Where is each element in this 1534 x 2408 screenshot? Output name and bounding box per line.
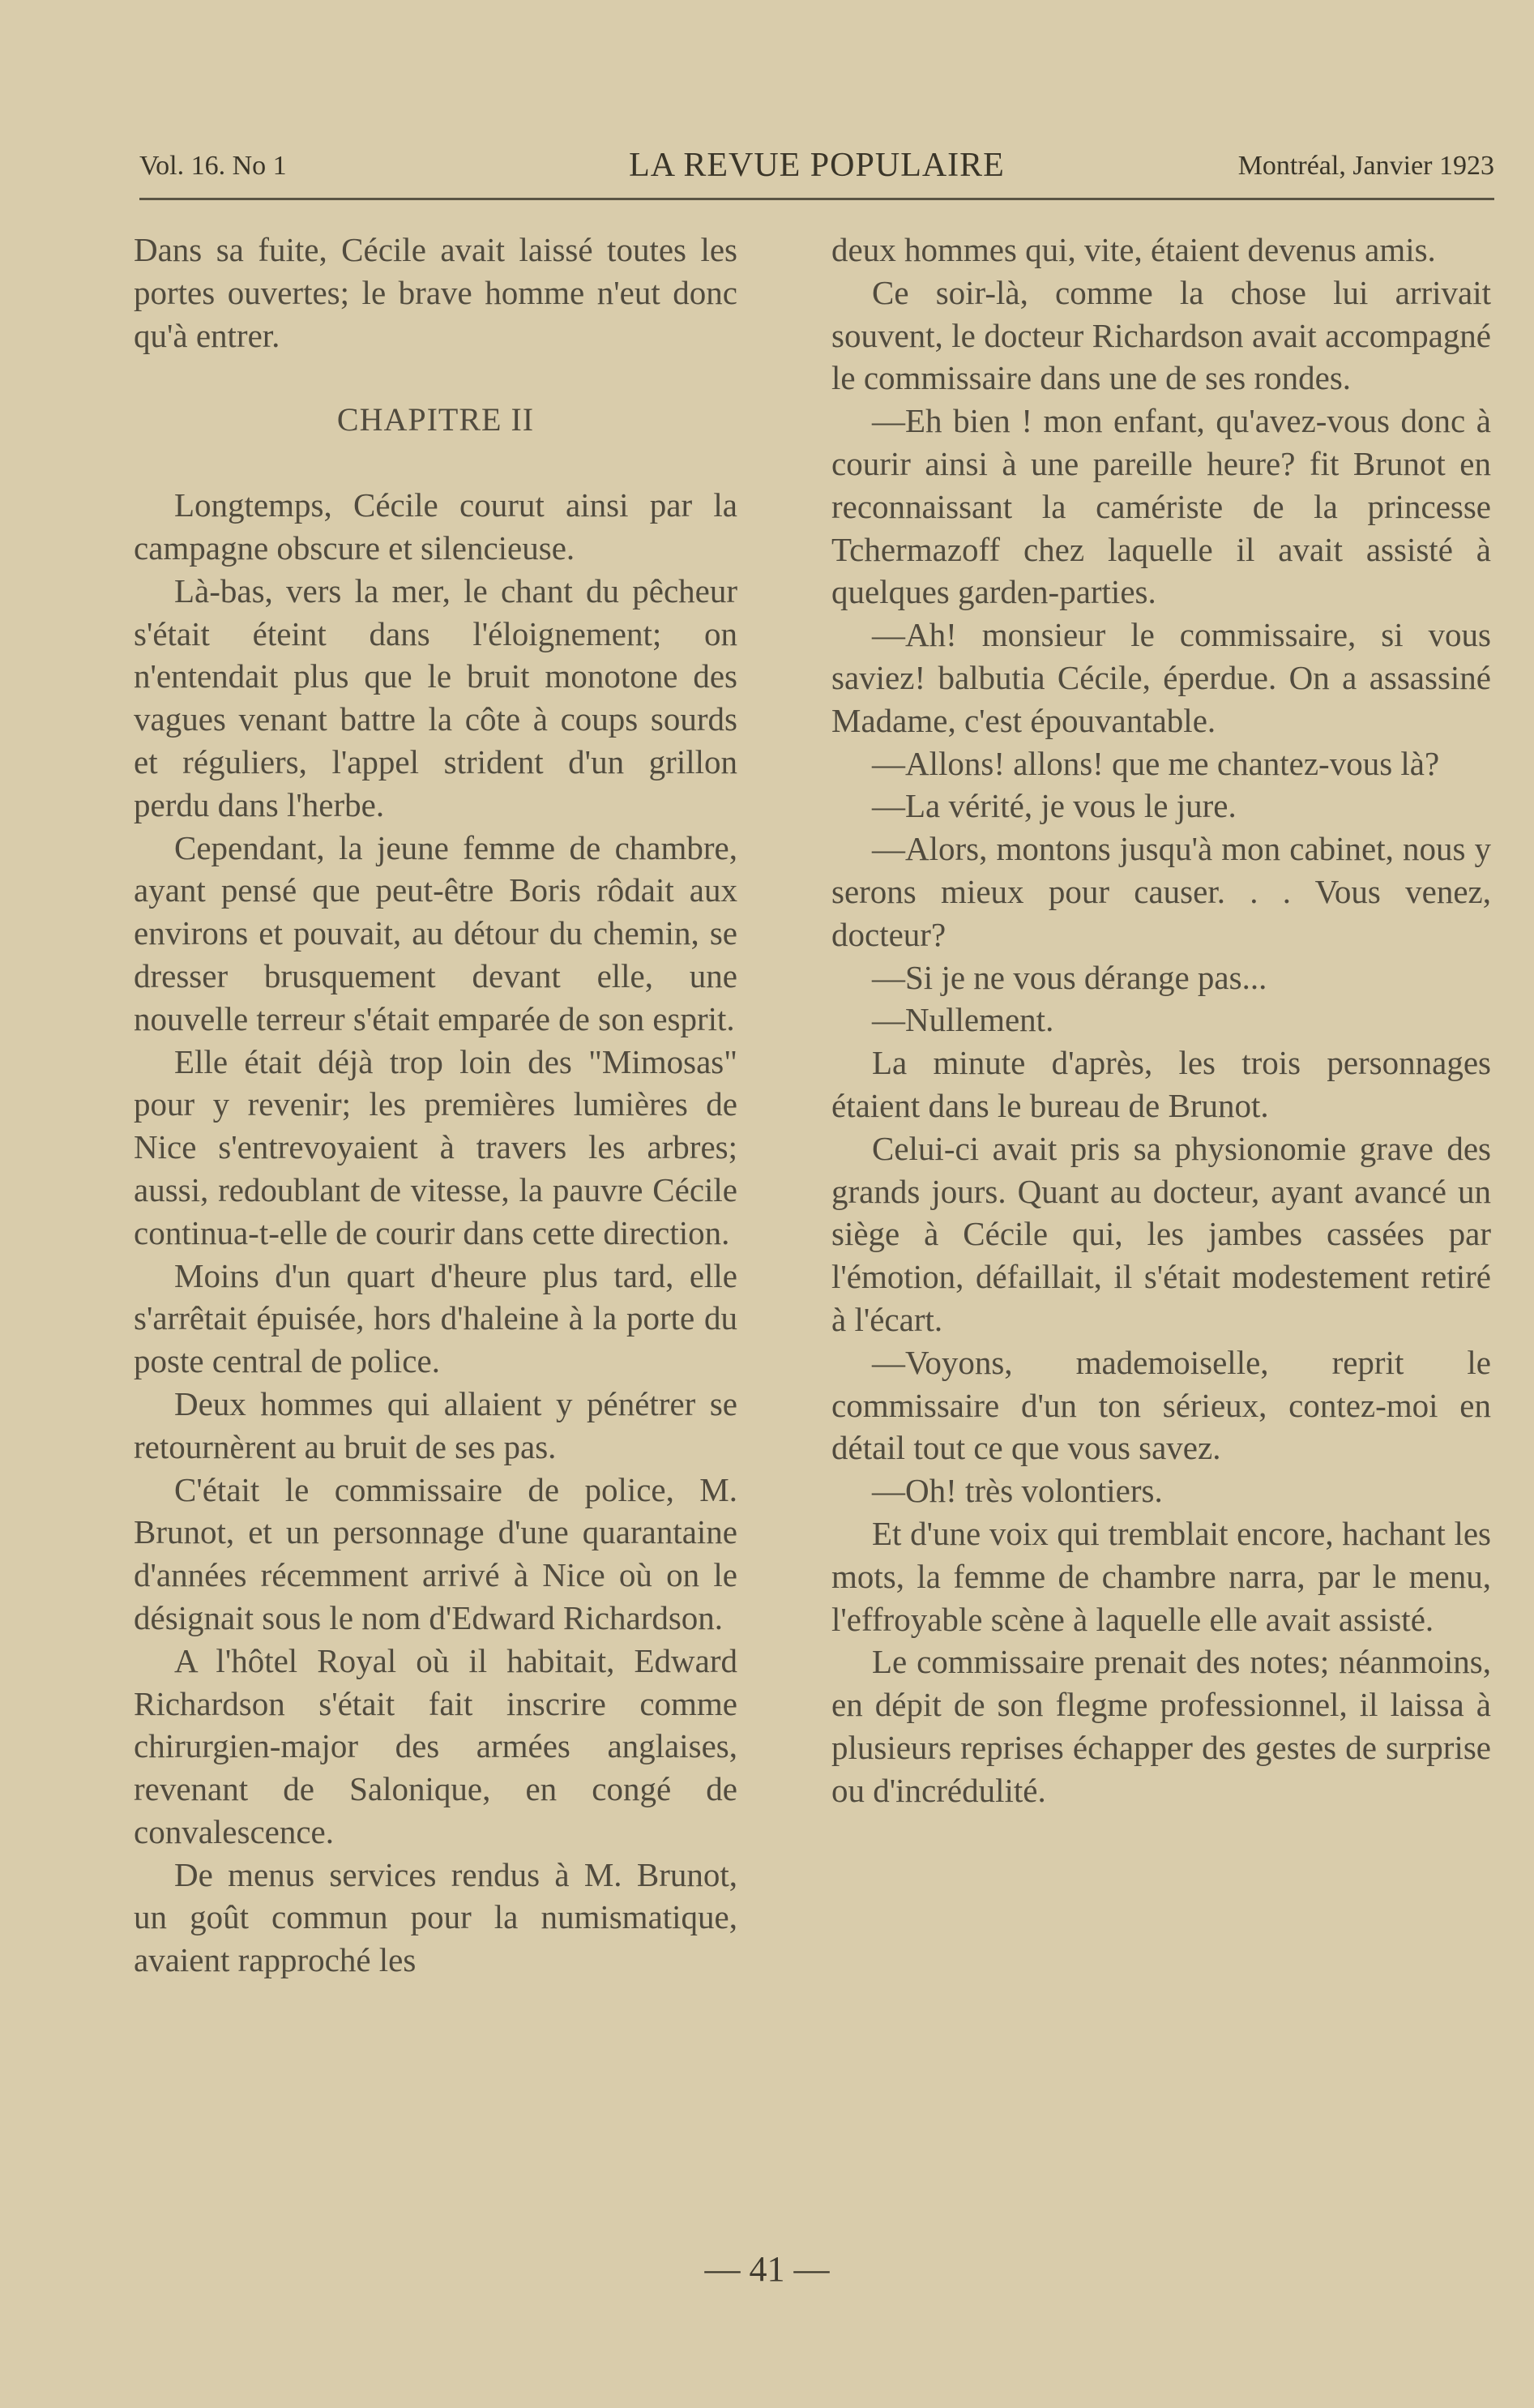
paragraph: La minute d'après, les trois personnages étaient dans le bureau de Brunot. — [831, 1044, 1491, 1124]
paragraph: —Si je ne vous dérange pas... — [872, 958, 1267, 996]
paragraph: Le commissaire prenait des notes; néanmoins, en dépit de son flegme professionnel, il laissa à plusieurs reprises échapper des gestes de surprise ou d'incrédulité. — [831, 1643, 1491, 1809]
chapter-heading: CHAPITRE II — [336, 401, 535, 438]
page-number: — 41 — — [704, 2249, 830, 2289]
right-column — [831, 229, 1491, 1811]
paragraph: De menus services rendus à M. Brunot, un goût commun pour la numismatique, avaient rapproché les — [134, 1855, 737, 1979]
publication-title: LA REVUE POPULAIRE — [629, 147, 1005, 184]
header-rule — [139, 198, 1494, 200]
left-column — [134, 229, 737, 1982]
paragraph: C'était le commissaire de police, M. Brunot, et un personnage d'une quarantaine d'années récemment arrivé à Nice où on le désignait sous le nom d'Edward Richardson. — [134, 1470, 737, 1636]
running-header — [139, 147, 1494, 191]
paragraph: A l'hôtel Royal où il habitait, Edward Richardson s'était fait inscrire comme chirurgien-major des armées anglaises, revenant de Salonique, en congé de convalescence. — [134, 1641, 737, 1850]
paragraph: Elle était déjà trop loin des "Mimosas" pour y revenir; les premières lumières de Nice s'entrevoyaient à travers les arbres; aussi, redoublant de vitesse, la pauvre Cécile continua-t-elle de courir dans cette direction. — [134, 1042, 737, 1251]
paragraph: Moins d'un quart d'heure plus tard, elle s'arrêtait épuisée, hors d'haleine à la porte du poste central de police. — [134, 1256, 737, 1380]
place-and-date: Montréal, Janvier 1923 — [1237, 151, 1494, 181]
paragraph: Là-bas, vers la mer, le chant du pêcheur s'était éteint dans l'éloignement; on n'entendait plus que le bruit monotone des vagues venant battre la côte à coups sourds et réguliers, l'appel strident d'un grillon perdu dans l'herbe. — [134, 571, 737, 823]
paragraph: Longtemps, Cécile courut ainsi par la campagne obscure et silencieuse. — [134, 486, 737, 567]
continued-paragraph: deux hommes qui, vite, étaient devenus amis. — [831, 231, 1436, 268]
paragraph: —Allons! allons! que me chantez-vous là? — [872, 744, 1440, 782]
paragraph: —Voyons, mademoiselle, reprit le commissaire d'un ton sérieux, contez-moi en détail tout ce que vous savez. — [831, 1343, 1491, 1467]
volume-number: Vol. 16. No 1 — [139, 151, 287, 181]
paragraph: —La vérité, je vous le jure. — [872, 787, 1237, 825]
opening-paragraph: Dans sa fuite, Cécile avait laissé toutes les portes ouvertes; le brave homme n'eut donc qu'à entrer. — [134, 231, 737, 354]
paragraph: Cependant, la jeune femme de chambre, ayant pensé que peut-être Boris rôdait aux environs et pouvait, au détour du chemin, se dresser brusquement devant elle, une nouvelle terreur s'était emparée de son esprit. — [134, 828, 737, 1037]
paragraph: —Eh bien ! mon enfant, qu'avez-vous donc à courir ainsi à une pareille heure? fit Brunot en reconnaissant la camériste de la princesse Tchermazoff chez laquelle il avait assisté à quelques garden-parties. — [831, 402, 1491, 611]
paragraph: Ce soir-là, comme la chose lui arrivait souvent, le docteur Richardson avait accompagné le commissaire dans une de ses rondes. — [831, 273, 1491, 397]
paragraph: Celui-ci avait pris sa physionomie grave des grands jours. Quant au docteur, ayant avancé un siège à Cécile qui, les jambes cassées par l'émotion, défaillait, il s'était modestement retiré à l'écart. — [831, 1129, 1491, 1338]
paragraph: —Ah! monsieur le commissaire, si vous saviez! balbutia Cécile, éperdue. On a assassiné Madame, c'est épouvantable. — [831, 616, 1491, 739]
paragraph: Et d'une voix qui tremblait encore, hachant les mots, la femme de chambre narra, par le menu, l'effroyable scène à laquelle elle avait assisté. — [831, 1514, 1491, 1638]
paragraph: Deux hommes qui allaient y pénétrer se retournèrent au bruit de ses pas. — [134, 1384, 737, 1465]
paragraph: —Nullement. — [872, 1001, 1054, 1039]
paragraph: —Alors, montons jusqu'à mon cabinet, nous y serons mieux pour causer. . . Vous venez, docteur? — [831, 830, 1491, 953]
paragraph: —Oh! très volontiers. — [872, 1472, 1163, 1510]
